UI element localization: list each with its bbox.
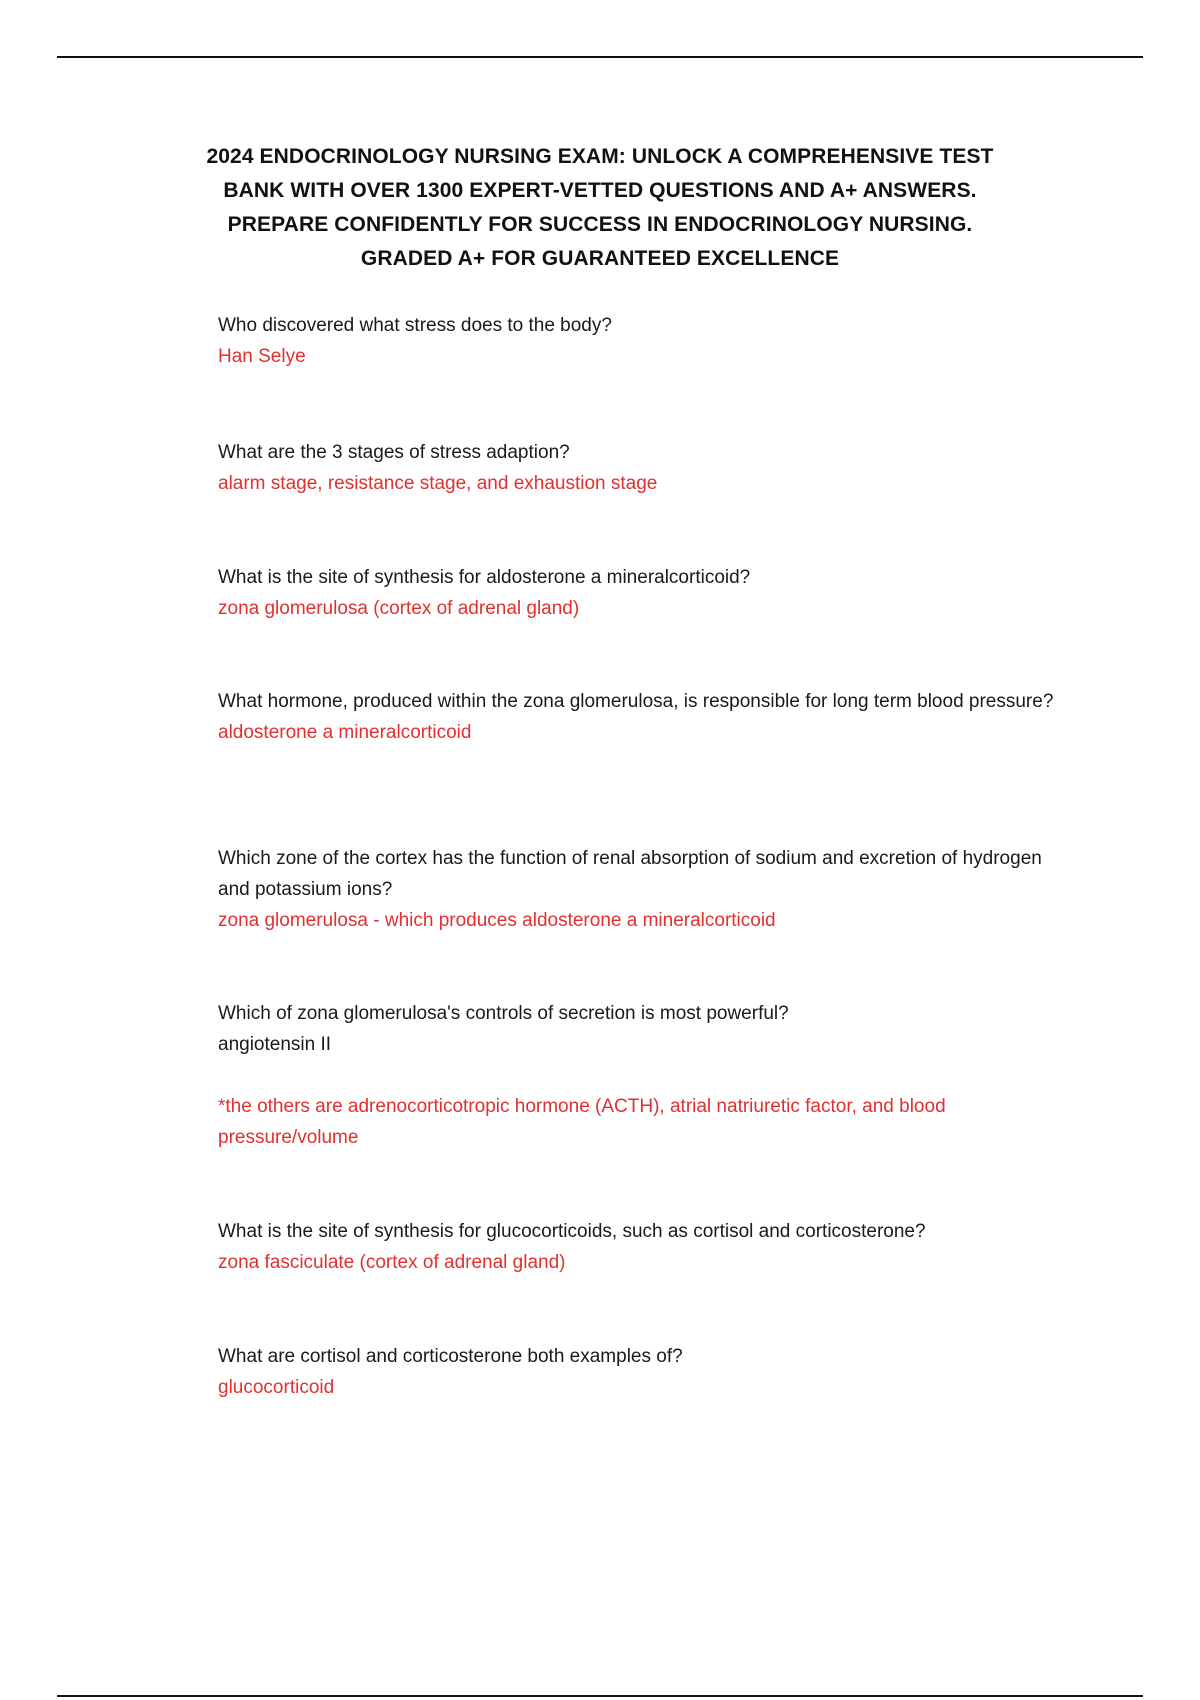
answer-note: *the others are adrenocorticotropic hormone (ACTH), atrial natriuretic factor, and blood pressure/volume [218, 1096, 946, 1148]
question-text: What is the site of synthesis for aldosterone a mineralcorticoid? [218, 567, 751, 588]
question-text: Who discovered what stress does to the body? [218, 315, 612, 336]
answer-text: Han Selye [218, 346, 306, 367]
answer-text: glucocorticoid [218, 1377, 335, 1398]
qa-item-3 [218, 562, 1078, 624]
answer-text: aldosterone a mineralcorticoid [218, 722, 472, 743]
qa-item-5 [218, 843, 1078, 936]
qa-item-2 [218, 437, 1078, 499]
question-text: Which zone of the cortex has the function of renal absorption of sodium and excretion of hydrogen and potassium ions? [218, 848, 1042, 900]
top-rule [57, 56, 1143, 58]
answer-text: zona glomerulosa - which produces aldosterone a mineralcorticoid [218, 910, 776, 931]
qa-item-4 [218, 686, 1078, 748]
qa-item-6 [218, 998, 1078, 1153]
question-text: What hormone, produced within the zona glomerulosa, is responsible for long term blood pressure? [218, 691, 1054, 712]
question-text: What is the site of synthesis for glucocorticoids, such as cortisol and corticosterone? [218, 1221, 926, 1242]
document-title: 2024 ENDOCRINOLOGY NURSING EXAM: UNLOCK A COMPREHENSIVE TEST BANK WITH OVER 1300 EXPERT-VETTED QUESTIONS AND A+ ANSWERS. PREPARE CONFIDENTLY FOR SUCCESS IN ENDOCRINOLOGY NURSING. GRADED A+ FOR GUARANTEED EXCELLENCE [206, 145, 994, 270]
qa-item-1 [218, 310, 1078, 372]
qa-item-7 [218, 1216, 1078, 1278]
question-text: What are the 3 stages of stress adaption? [218, 442, 570, 463]
question-text: Which of zona glomerulosa's controls of secretion is most powerful? [218, 1003, 789, 1024]
answer-text: alarm stage, resistance stage, and exhaustion stage [218, 473, 658, 494]
qa-item-8 [218, 1341, 1078, 1403]
answer-text: zona glomerulosa (cortex of adrenal gland) [218, 598, 580, 619]
answer-text: zona fasciculate (cortex of adrenal gland) [218, 1252, 566, 1273]
answer-text: angiotensin II [218, 1034, 332, 1055]
question-text: What are cortisol and corticosterone both examples of? [218, 1346, 683, 1367]
bottom-rule [57, 1695, 1143, 1697]
